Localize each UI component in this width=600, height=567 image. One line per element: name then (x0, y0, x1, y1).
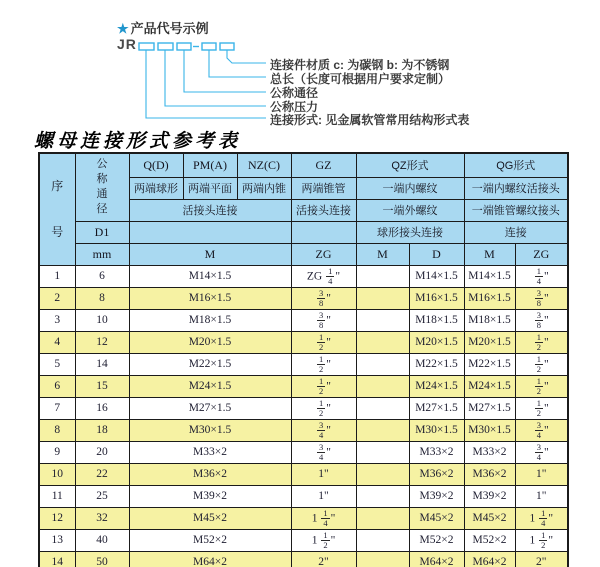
cell-gz: $\frac{1}{2}$ " (291, 331, 356, 353)
diagram-title (117, 18, 209, 37)
cell-gz: $\frac{1}{2}$ " (291, 353, 356, 375)
cell-gz: $\frac{3}{4}$ " (291, 419, 356, 441)
cell-qz-m (356, 441, 409, 463)
cell-seq: 5 (39, 353, 75, 375)
header-dn: 公称通径 (75, 153, 129, 221)
cell-qg-m: M36×2 (464, 463, 515, 485)
header-qz-desc2: 一端外螺纹 (356, 199, 464, 221)
cell-seq: 8 (39, 419, 75, 441)
diagram-label-material: 连接件材质 c: 为碳钢 b: 为不锈钢 (270, 58, 450, 72)
table-row (39, 551, 568, 567)
header-zg: ZG (291, 243, 356, 265)
cell-qg-zg: 2" (515, 551, 568, 567)
header-qz-d: D (409, 243, 464, 265)
cell-qz-d: M64×2 (409, 551, 464, 567)
table-header (39, 153, 568, 265)
cell-m: M45×2 (129, 507, 291, 529)
cell-qg-zg: $\frac{1}{2}$ " (515, 397, 568, 419)
cell-qz-d: M22×1.5 (409, 353, 464, 375)
header-qg-desc1: 一端内螺纹活接头 (464, 177, 568, 199)
cell-qg-zg: $\frac{1}{4}$ " (515, 265, 568, 287)
table-body (39, 265, 568, 567)
cell-qg-m: M18×1.5 (464, 309, 515, 331)
diagram-title-text: 产品代号示例 (130, 21, 209, 36)
cell-seq: 2 (39, 287, 75, 309)
header-q-desc: 两端球形 (129, 177, 183, 199)
cell-m: M18×1.5 (129, 309, 291, 331)
table-row (39, 309, 568, 331)
cell-qg-m: M22×1.5 (464, 353, 515, 375)
cell-qz-d: M24×1.5 (409, 375, 464, 397)
fraction: $\frac{3}{4}$ (319, 441, 324, 462)
fraction: $\frac{3}{8}$ (536, 309, 542, 330)
fraction: $\frac{1}{2}$ (536, 331, 542, 352)
cell-dn: 16 (75, 397, 129, 419)
cell-qz-d: M30×1.5 (409, 419, 464, 441)
table-row (39, 529, 568, 551)
table-row (39, 265, 568, 287)
header-qg-zg: ZG (515, 243, 568, 265)
header-col-nz: NZ(C) (237, 153, 291, 177)
header-d1: D1 (75, 221, 129, 243)
cell-gz: $\frac{3}{8}$ " (291, 287, 356, 309)
cell-qg-zg: $\frac{3}{4}$ " (515, 419, 568, 441)
table-row (39, 419, 568, 441)
cell-dn: 15 (75, 375, 129, 397)
cell-qz-m (356, 485, 409, 507)
fraction: $\frac{3}{4}$ (319, 419, 324, 440)
cell-qg-zg: $\frac{3}{8}$ " (515, 287, 568, 309)
cell-seq: 6 (39, 375, 75, 397)
code-prefix: JR (117, 36, 137, 52)
header-nz-desc: 两端内锥 (237, 177, 291, 199)
cell-qz-m (356, 375, 409, 397)
cell-qz-m (356, 529, 409, 551)
header-gz-desc: 两端锥管 (291, 177, 356, 199)
cell-qg-m: M33×2 (464, 441, 515, 463)
fraction: $\frac{1}{4}$ (328, 265, 333, 286)
cell-qz-m (356, 309, 409, 331)
fraction: $\frac{1}{2}$ (536, 397, 542, 418)
diagram-label-length: 总长（长度可根据用户要求定制） (270, 72, 451, 86)
cell-qg-zg: $\frac{1}{2}$ " (515, 375, 568, 397)
table-row (39, 441, 568, 463)
cell-seq: 3 (39, 309, 75, 331)
header-col-q: Q(D) (129, 153, 183, 177)
cell-qg-m: M45×2 (464, 507, 515, 529)
cell-m: M64×2 (129, 551, 291, 567)
cell-gz: $\frac{1}{2}$ " (291, 397, 356, 419)
cell-dn: 50 (75, 551, 129, 567)
cell-qg-m: M14×1.5 (464, 265, 515, 287)
header-col-qz: QZ形式 (356, 153, 464, 177)
cell-m: M27×1.5 (129, 397, 291, 419)
cell-m: M14×1.5 (129, 265, 291, 287)
fraction: $\frac{3}{8}$ (319, 287, 324, 308)
cell-qz-m (356, 397, 409, 419)
cell-dn: 40 (75, 529, 129, 551)
cell-qz-m (356, 353, 409, 375)
cell-qg-m: M52×2 (464, 529, 515, 551)
cell-qz-m (356, 287, 409, 309)
leader-lines (146, 50, 266, 118)
cell-m: M30×1.5 (129, 419, 291, 441)
cell-seq: 10 (39, 463, 75, 485)
cell-dn: 18 (75, 419, 129, 441)
fraction: $\frac{3}{8}$ (319, 309, 324, 330)
cell-dn: 12 (75, 331, 129, 353)
cell-qg-zg: $\frac{1}{2}$ " (515, 353, 568, 375)
cell-seq: 11 (39, 485, 75, 507)
diagram-label-pressure: 公称压力 (270, 100, 319, 114)
fraction: $\frac{1}{2}$ (536, 353, 542, 374)
cell-seq: 1 (39, 265, 75, 287)
fraction: $\frac{3}{8}$ (536, 287, 542, 308)
cell-gz: 1" (291, 485, 356, 507)
cell-m: M16×1.5 (129, 287, 291, 309)
header-m: M (129, 243, 291, 265)
header-seq: 序号 (39, 153, 75, 265)
cell-seq: 14 (39, 551, 75, 567)
cell-dn: 6 (75, 265, 129, 287)
cell-m: M33×2 (129, 441, 291, 463)
fraction: $\frac{3}{4}$ (536, 441, 542, 462)
cell-qg-m: M30×1.5 (464, 419, 515, 441)
table-row (39, 485, 568, 507)
fraction: $\frac{1}{4}$ (541, 507, 546, 528)
cell-seq: 13 (39, 529, 75, 551)
fraction: $\frac{3}{4}$ (536, 419, 542, 440)
cell-qz-m (356, 419, 409, 441)
header-pm-desc: 两端平面 (183, 177, 237, 199)
header-union-conn: 活接头连接 (129, 199, 291, 221)
nut-connection-table (38, 152, 569, 567)
cell-m: M52×2 (129, 529, 291, 551)
header-qz-m: M (356, 243, 409, 265)
cell-qz-m (356, 551, 409, 567)
cell-qg-m: M20×1.5 (464, 331, 515, 353)
cell-qg-zg: 1" (515, 463, 568, 485)
header-mm: mm (75, 243, 129, 265)
cell-m: M22×1.5 (129, 353, 291, 375)
cell-dn: 32 (75, 507, 129, 529)
fraction: $\frac{1}{2}$ (319, 375, 324, 396)
cell-dn: 22 (75, 463, 129, 485)
code-boxes (139, 43, 234, 50)
cell-seq: 12 (39, 507, 75, 529)
table-row (39, 397, 568, 419)
cell-m: M20×1.5 (129, 331, 291, 353)
cell-qz-m (356, 265, 409, 287)
cell-qz-d: M33×2 (409, 441, 464, 463)
cell-qg-m: M64×2 (464, 551, 515, 567)
diagram-label-conn-form: 连接形式: 见金属软管常用结构形式表 (270, 113, 470, 127)
header-col-gz: GZ (291, 153, 356, 177)
cell-m: M39×2 (129, 485, 291, 507)
cell-qg-m: M27×1.5 (464, 397, 515, 419)
fraction: $\frac{1}{2}$ (541, 529, 546, 550)
table-row (39, 353, 568, 375)
cell-gz: ZG $\frac{1}{4}$ " (291, 265, 356, 287)
cell-gz: $\frac{3}{4}$ " (291, 441, 356, 463)
cell-qz-d: M18×1.5 (409, 309, 464, 331)
cell-dn: 20 (75, 441, 129, 463)
cell-gz: 1 $\frac{1}{4}$ " (291, 507, 356, 529)
header-col-qg: QG形式 (464, 153, 568, 177)
cell-m: M36×2 (129, 463, 291, 485)
table-row (39, 331, 568, 353)
cell-qz-m (356, 507, 409, 529)
table-title: 螺母连接形式参考表 (34, 130, 242, 152)
cell-qg-zg: 1 $\frac{1}{2}$ " (515, 529, 568, 551)
cell-gz: $\frac{3}{8}$ " (291, 309, 356, 331)
table-row (39, 507, 568, 529)
header-col-pm: PM(A) (183, 153, 237, 177)
cell-dn: 14 (75, 353, 129, 375)
cell-qg-m: M24×1.5 (464, 375, 515, 397)
cell-qz-d: M14×1.5 (409, 265, 464, 287)
cell-gz: 1 $\frac{1}{2}$ " (291, 529, 356, 551)
star-icon: ★ (117, 21, 129, 36)
cell-m: M24×1.5 (129, 375, 291, 397)
fraction: $\frac{1}{2}$ (323, 529, 328, 550)
cell-gz: $\frac{1}{2}$ " (291, 375, 356, 397)
diagram-label-diameter: 公称通径 (270, 86, 319, 100)
fraction: $\frac{1}{2}$ (536, 375, 542, 396)
table-row (39, 375, 568, 397)
header-qg-m: M (464, 243, 515, 265)
header-gz-conn: 活接头连接 (291, 199, 356, 221)
cell-qg-m: M39×2 (464, 485, 515, 507)
cell-qz-d: M16×1.5 (409, 287, 464, 309)
cell-qz-d: M52×2 (409, 529, 464, 551)
cell-dn: 8 (75, 287, 129, 309)
fraction: $\frac{1}{2}$ (319, 353, 324, 374)
cell-qz-d: M36×2 (409, 463, 464, 485)
header-qg-conn: 连接 (464, 221, 568, 243)
cell-qg-zg: $\frac{3}{8}$ " (515, 309, 568, 331)
header-qg-desc2: 一端锥管螺纹接头 (464, 199, 568, 221)
cell-qg-zg: 1" (515, 485, 568, 507)
header-qz-desc1: 一端内螺纹 (356, 177, 464, 199)
header-qz-conn: 球形接头连接 (356, 221, 464, 243)
cell-qz-d: M27×1.5 (409, 397, 464, 419)
fraction: $\frac{1}{2}$ (319, 331, 324, 352)
cell-qz-d: M45×2 (409, 507, 464, 529)
cell-qz-m (356, 331, 409, 353)
cell-seq: 4 (39, 331, 75, 353)
fraction: $\frac{1}{2}$ (319, 397, 324, 418)
cell-qz-d: M20×1.5 (409, 331, 464, 353)
fraction: $\frac{1}{4}$ (536, 265, 542, 286)
fraction: $\frac{1}{4}$ (323, 507, 328, 528)
cell-dn: 25 (75, 485, 129, 507)
cell-qz-m (356, 463, 409, 485)
cell-gz: 1" (291, 463, 356, 485)
cell-qg-zg: 1 $\frac{1}{4}$ " (515, 507, 568, 529)
cell-seq: 9 (39, 441, 75, 463)
cell-qg-zg: $\frac{3}{4}$ " (515, 441, 568, 463)
header-d1-blank-gz (291, 221, 356, 243)
cell-qz-d: M39×2 (409, 485, 464, 507)
cell-qg-zg: $\frac{1}{2}$ " (515, 331, 568, 353)
header-d1-blank-m (129, 221, 291, 243)
cell-qg-m: M16×1.5 (464, 287, 515, 309)
cell-gz: 2" (291, 551, 356, 567)
cell-seq: 7 (39, 397, 75, 419)
table-row (39, 287, 568, 309)
table-row (39, 463, 568, 485)
cell-dn: 10 (75, 309, 129, 331)
